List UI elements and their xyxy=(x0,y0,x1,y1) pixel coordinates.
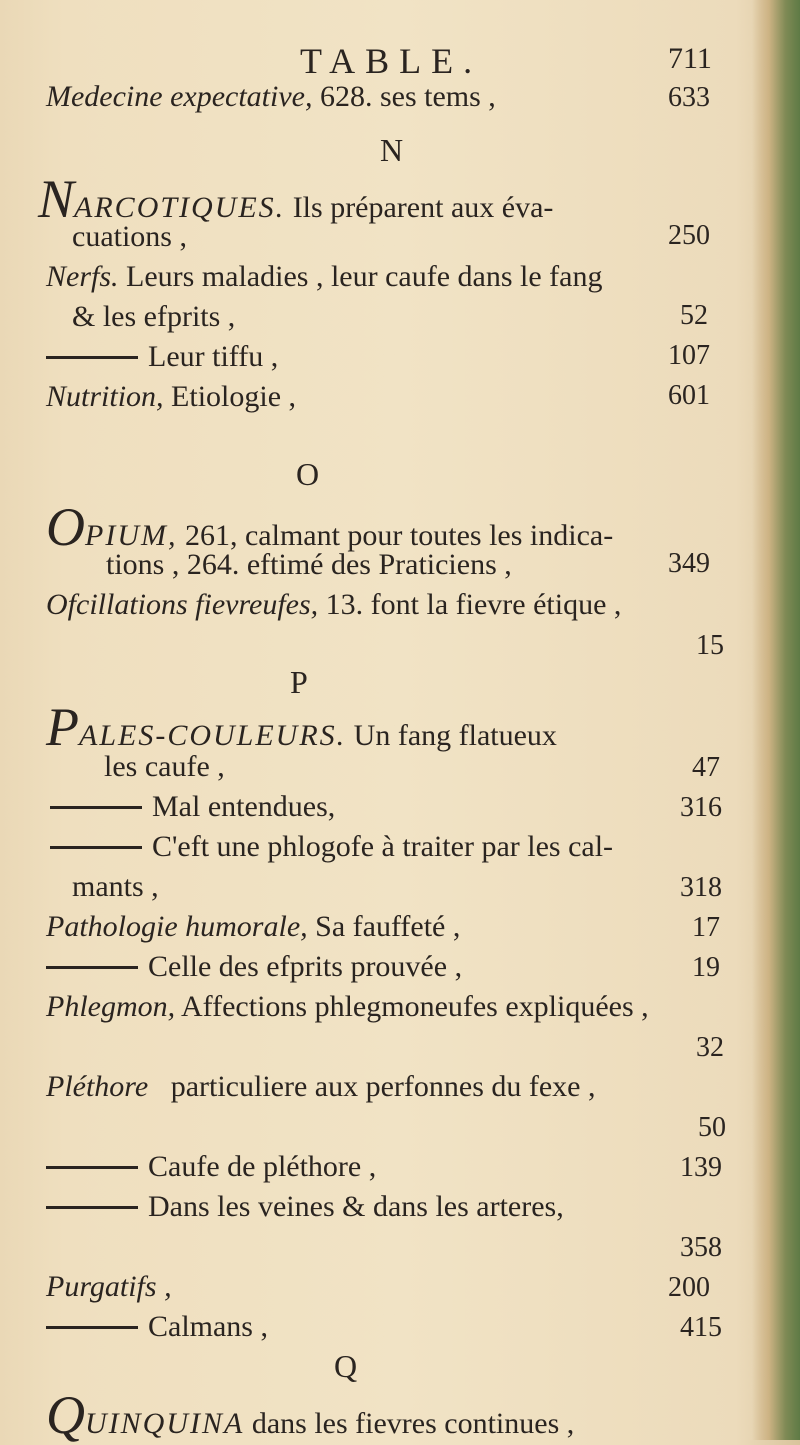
entry-pathologie: Pathologie humorale, Sa fauffeté , xyxy=(46,910,461,943)
section-letter-o: O xyxy=(296,456,320,492)
entry-evacuations-page: 250 xyxy=(668,220,710,251)
entry-pales-cause-page: 47 xyxy=(692,752,720,783)
ditto-dash xyxy=(46,1326,138,1329)
ditto-dash xyxy=(50,846,142,849)
ditto-dash xyxy=(46,356,138,359)
page-edge-shadow xyxy=(752,0,800,1440)
entry-calmans-page: 415 xyxy=(680,1312,722,1343)
entry-tissu-page: 107 xyxy=(668,340,710,371)
entry-opium-page: 349 xyxy=(668,548,710,579)
entry-pathologie-page: 17 xyxy=(692,912,720,943)
entry-narcotiques: NARCOTIQUES. Ils préparent aux éva- xyxy=(38,169,554,229)
entry-mal-entendues: Mal entendues, xyxy=(50,792,335,822)
entry-medecine-page: 633 xyxy=(668,82,710,113)
entry-cause-plethore-page: 139 xyxy=(680,1152,722,1183)
ditto-dash xyxy=(46,1166,138,1169)
entry-phlegmon: Phlegmon, Affections phlegmoneufes expliquées , xyxy=(46,990,649,1023)
entry-cause-plethore: Caufe de pléthore , xyxy=(46,1152,376,1182)
entry-esprits-page: 52 xyxy=(680,300,708,331)
entry-phlegmon-page: 32 xyxy=(696,1032,724,1063)
entry-esprits: & les efprits , xyxy=(72,300,236,333)
page-number: 711 xyxy=(668,42,712,75)
entry-nerfs: Nerfs. Leurs maladies , leur caufe dans le fang xyxy=(46,260,603,293)
ditto-dash xyxy=(46,966,138,969)
entry-oscillations-page: 15 xyxy=(696,630,724,661)
entry-medecine: Medecine expectative, 628. ses tems , xyxy=(46,80,496,113)
entry-esprits-prouvee: Celle des efprits prouvée , xyxy=(46,952,462,982)
entry-quinquina: QUINQUINA dans les fievres continues , xyxy=(46,1385,575,1445)
entry-mal-entendues-page: 316 xyxy=(680,792,722,823)
ditto-dash xyxy=(46,1206,138,1209)
entry-evacuations: cuations , xyxy=(72,220,187,253)
page-header-title: TABLE. xyxy=(300,41,483,81)
entry-calmants: mants , xyxy=(72,870,159,903)
section-letter-n: N xyxy=(380,132,404,168)
entry-oscillations: Ofcillations fievreufes, 13. font la fievre étique , xyxy=(46,588,622,621)
entry-pales-couleurs: PALES-COULEURS. Un fang flatueux xyxy=(46,697,557,757)
entry-purgatifs: Purgatifs , xyxy=(46,1270,172,1303)
entry-tissu: Leur tiffu , xyxy=(46,342,278,372)
entry-nutrition: Nutrition, Etiologie , xyxy=(46,380,297,413)
entry-pales-cause: les caufe , xyxy=(104,750,225,783)
entry-veines: Dans les veines & dans les arteres, xyxy=(46,1192,564,1222)
entry-opium: OPIUM, 261, calmant pour toutes les indica- xyxy=(46,497,614,557)
section-letter-p: P xyxy=(290,664,308,700)
entry-veines-page: 358 xyxy=(680,1232,722,1263)
ditto-dash xyxy=(50,806,142,809)
section-letter-q: Q xyxy=(334,1348,358,1384)
entry-calmans: Calmans , xyxy=(46,1312,268,1342)
entry-esprits-prouvee-page: 19 xyxy=(692,952,720,983)
entry-phlogose: C'eft une phlogofe à traiter par les cal- xyxy=(50,832,613,862)
entry-plethore-page: 50 xyxy=(698,1112,726,1143)
entry-plethore: Pléthore particuliere aux perfonnes du fexe , xyxy=(46,1070,596,1103)
entry-purgatifs-page: 200 xyxy=(668,1272,710,1303)
entry-nutrition-page: 601 xyxy=(668,380,710,411)
entry-calmants-page: 318 xyxy=(680,872,722,903)
entry-opium-cont: tions , 264. eftimé des Praticiens , xyxy=(106,548,512,581)
